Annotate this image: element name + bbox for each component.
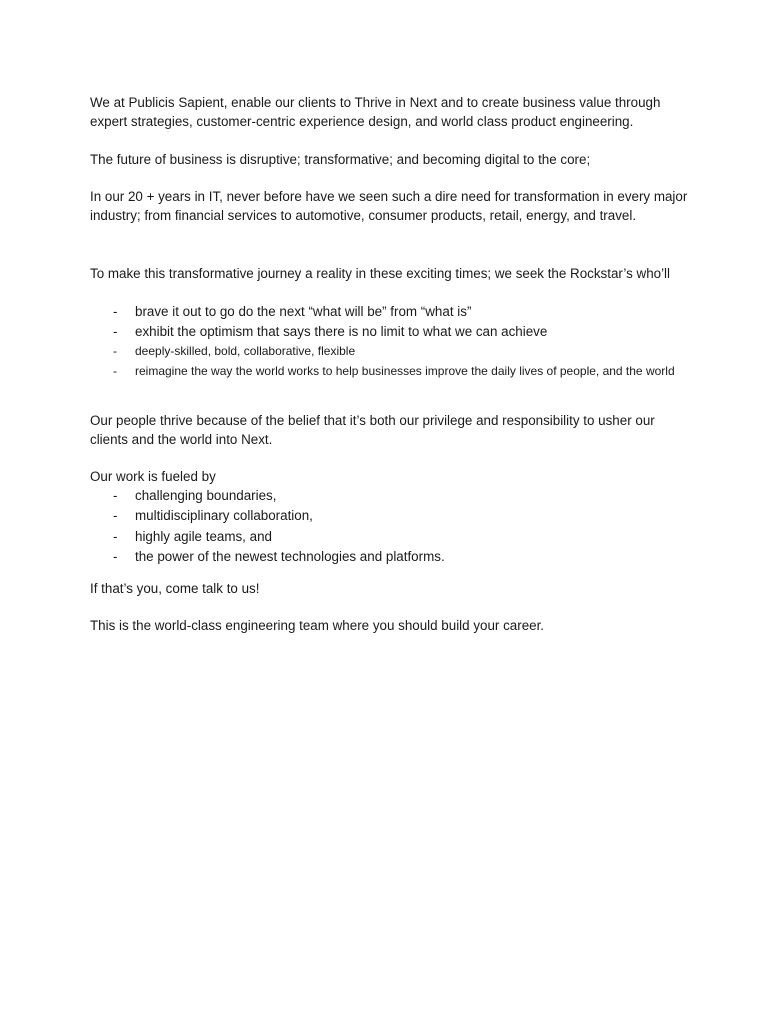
list-bullet: - [113, 324, 118, 339]
intro-paragraph: We at Publicis Sapient, enable our clients to Thrive in Next and to create business value through expert strategies, customer-centric experience design, and world class product engineering. [90, 95, 661, 129]
list-bullet: - [113, 508, 118, 523]
call-to-action-paragraph: If that’s you, come talk to us! [90, 581, 260, 596]
experience-paragraph: In our 20 + years in IT, never before have we seen such a dire need for transformation in every major industry; from financial services to automotive, consumer products, retail, energy, and travel. [90, 189, 688, 223]
list-item-text: multidisciplinary collaboration, [135, 508, 313, 523]
list-item-text: exhibit the optimism that says there is no limit to what we can achieve [135, 324, 548, 339]
list-item-text: highly agile teams, and [135, 529, 272, 544]
list-item-text: brave it out to go do the next “what will be” from “what is” [135, 304, 472, 319]
fueled-by-paragraph: Our work is fueled by [90, 469, 216, 484]
rockstar-paragraph: To make this transformative journey a reality in these exciting times; we seek the Rockstar’s who’ll [90, 266, 671, 281]
list-bullet: - [113, 529, 118, 544]
list-item-text: challenging boundaries, [135, 488, 277, 503]
list-bullet: - [113, 549, 118, 564]
list-bullet: - [113, 304, 118, 319]
future-paragraph: The future of business is disruptive; transformative; and becoming digital to the core; [90, 152, 591, 167]
list-bullet: - [113, 364, 117, 378]
list-item-text: deeply-skilled, bold, collaborative, flexible [135, 344, 356, 358]
list-bullet: - [113, 488, 118, 503]
list-bullet: - [113, 344, 117, 358]
people-paragraph: Our people thrive because of the belief that it’s both our privilege and responsibility to usher our clients and the world into Next. [90, 413, 655, 447]
closing-paragraph: This is the world-class engineering team where you should build your career. [90, 618, 545, 633]
list-item-text: the power of the newest technologies and platforms. [135, 549, 445, 564]
list-item-text: reimagine the way the world works to help businesses improve the daily lives of people, and the world [135, 364, 675, 378]
